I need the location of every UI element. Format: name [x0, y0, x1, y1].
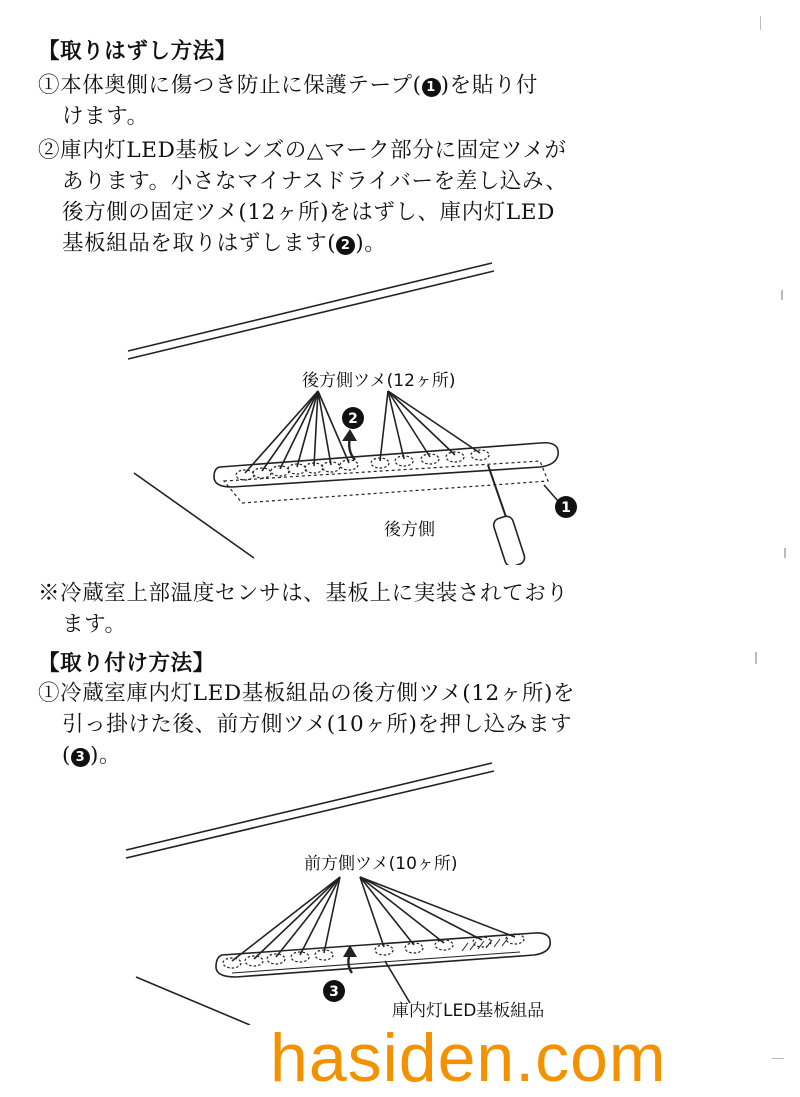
install-step1-text-b: )。 — [90, 743, 122, 768]
badge-1-text: 1 — [561, 500, 571, 516]
site-watermark: hasiden.com — [270, 1020, 667, 1096]
marker-1-badge: 1 — [422, 78, 441, 97]
marker-2-badge: 2 — [336, 236, 355, 255]
lift-arrowhead — [342, 429, 357, 441]
cabinet-edge-line — [128, 263, 492, 351]
cabinet-edge-line — [126, 763, 492, 850]
cabinet-side-line — [136, 977, 250, 1025]
removal-step1-line1 — [38, 72, 538, 100]
removal-heading: 【取りはずし方法】 — [38, 39, 237, 64]
rear-side-label: 後方側 — [384, 520, 435, 540]
removal-illustration — [0, 255, 800, 565]
screwdriver-shaft — [488, 465, 506, 517]
led-assembly-label: 庫内灯LED基板組品 — [392, 1001, 545, 1021]
scan-edge-mark — [755, 652, 757, 664]
removal-step1-text-b: )を貼り付 — [440, 73, 539, 98]
note-line1: ※冷蔵室上部温度センサは、基板上に実装されており — [38, 581, 569, 606]
removal-step2-line4 — [62, 230, 386, 258]
cabinet-side-line — [134, 473, 254, 558]
cabinet-edge-line — [126, 771, 494, 858]
scan-edge-mark — [784, 548, 786, 558]
cabinet-edge-line — [128, 271, 494, 359]
install-illustration — [0, 755, 800, 1025]
rear-claws-label: 後方側ツメ(12ヶ所) — [302, 371, 456, 391]
note-line2: ます。 — [62, 612, 127, 637]
removal-step1-line2: けます。 — [62, 104, 149, 129]
scan-edge-mark — [760, 16, 761, 30]
removal-step2-line3: 後方側の固定ツメ(12ヶ所)をはずし、庫内灯LED — [62, 200, 555, 225]
removal-step2-text-a: 基板組品を取りはずします( — [62, 231, 337, 256]
front-claws-label: 前方側ツメ(10ヶ所) — [304, 854, 458, 874]
marker-3-badge: 3 — [71, 748, 90, 767]
install-step1-text-a: ( — [62, 743, 71, 768]
scan-edge-mark — [772, 1058, 784, 1059]
install-heading: 【取り付け方法】 — [38, 651, 215, 676]
removal-step2-line2: あります。小さなマイナスドライバーを差し込み、 — [62, 169, 568, 194]
board-hatching — [462, 938, 508, 951]
screwdriver-handle-icon — [492, 514, 526, 565]
removal-step2-text-b: )。 — [355, 231, 387, 256]
badge-3-text: 3 — [329, 984, 339, 1000]
install-step1-line1: ①冷蔵室庫内灯LED基板組品の後方側ツメ(12ヶ所)を — [38, 681, 576, 706]
scan-edge-mark — [781, 290, 783, 300]
removal-step1-text-a: ①本体奥側に傷つき防止に保護テープ( — [38, 73, 422, 98]
removal-step2-line1: ②庫内灯LED基板レンズの△マーク部分に固定ツメが — [38, 138, 567, 163]
install-step1-line2: 引っ掛けた後、前方側ツメ(10ヶ所)を押し込みます — [62, 712, 573, 737]
badge-2-text: 2 — [348, 411, 358, 427]
